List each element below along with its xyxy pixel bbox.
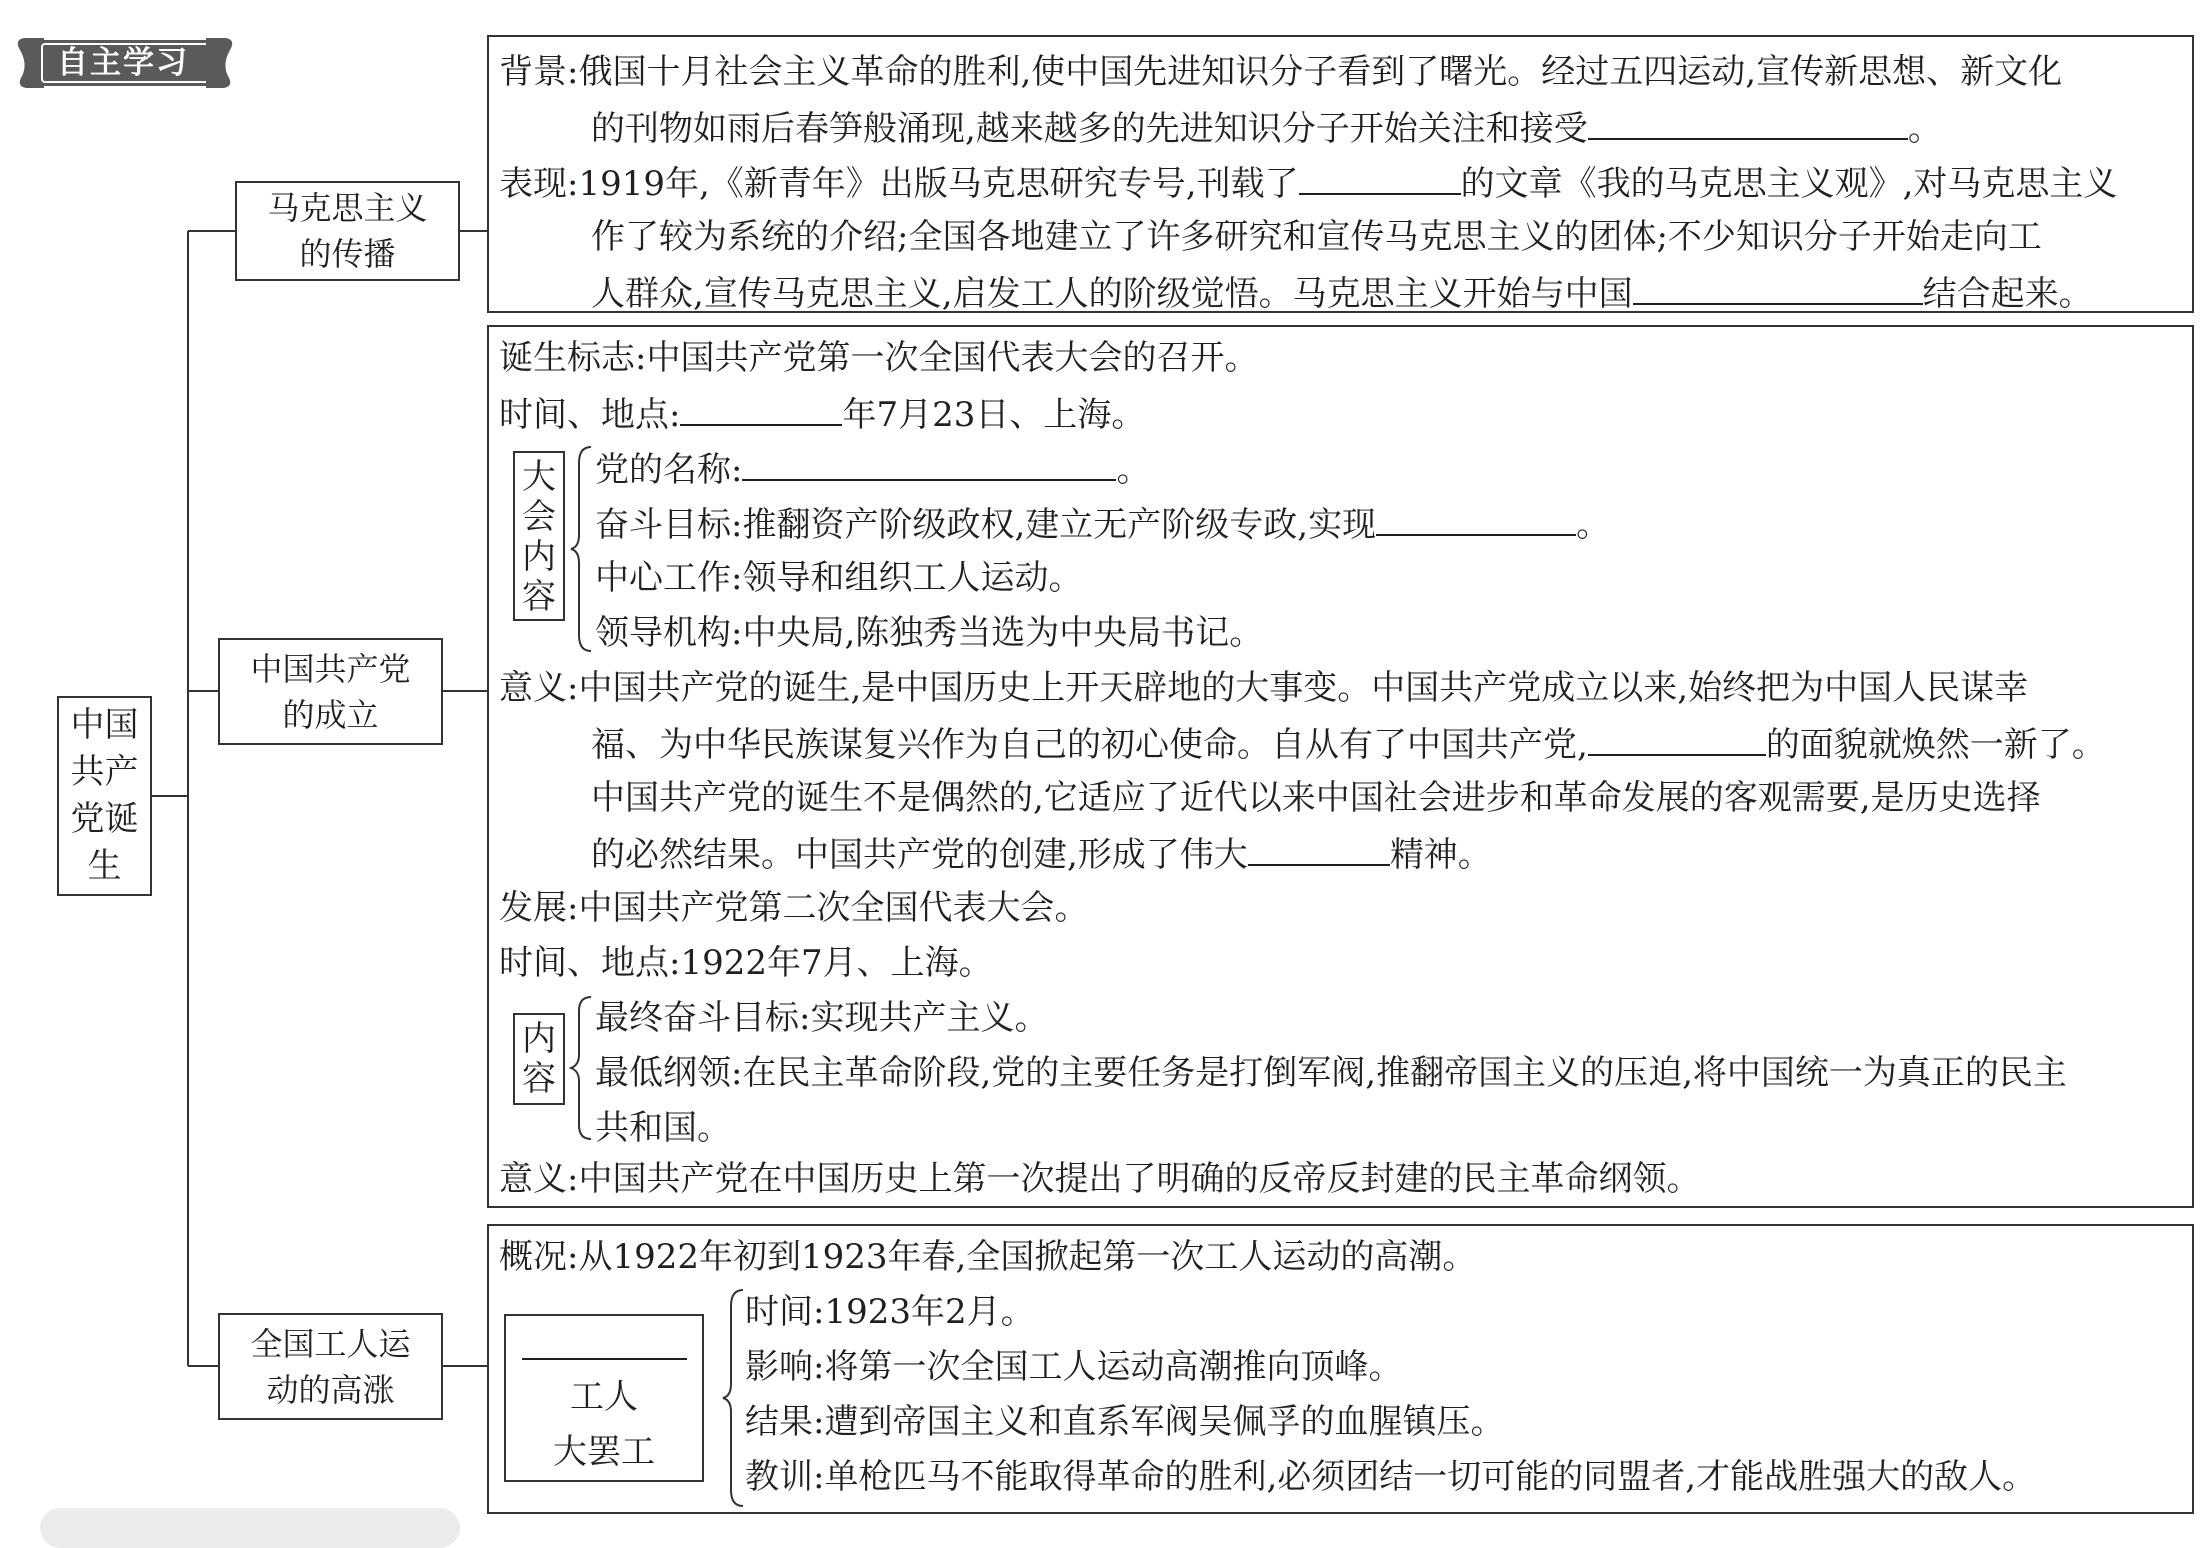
text-line [745, 1395, 2036, 1450]
significance-text: 意义:中国共产党的诞生,是中国历史上开天辟地的大事变。中国共产党成立以来,始终把为中国人民谋幸 [499, 668, 2029, 708]
brace-icon [721, 1286, 747, 1510]
root-topic [57, 696, 152, 896]
content-box-founding [487, 325, 2194, 1208]
text-line [595, 496, 1610, 551]
text: 的文章《我的马克思主义观》,对马克思主义 [1460, 164, 2118, 204]
text-line [499, 661, 2182, 716]
significance-text: 意义:中国共产党在中国历史上第一次提出了明确的反帝反封建的民主革命纲领。 [499, 1159, 1701, 1199]
label-char: 大 [522, 457, 556, 497]
text-line [745, 1340, 2036, 1395]
topic-line: 马克思主义 [267, 189, 428, 227]
second-congress-items [595, 991, 2067, 1156]
text-line [745, 1450, 2036, 1505]
strike-label: 工人 [570, 1377, 638, 1417]
text: 作了较为系统的介绍;全国各地建立了许多研究和宣传马克思主义的团体;不少知识分子开始走向工 [591, 217, 2042, 257]
text: 人群众,宣传马克思主义,启发工人的阶级觉悟。马克思主义开始与中国 [591, 274, 1633, 314]
fill-blank[interactable] [1299, 155, 1461, 195]
text-line [595, 441, 1610, 496]
text-line [499, 265, 2182, 320]
text: 结合起来。 [1922, 274, 2093, 314]
topic-party-founding [218, 638, 443, 745]
text: 共和国。 [595, 1108, 731, 1148]
text-line [499, 45, 2182, 100]
text: 最低纲领:在民主革命阶段,党的主要任务是打倒军阀,推翻帝国主义的压迫,将中国统一为真正的民主 [595, 1053, 2067, 1093]
label-char: 会 [522, 497, 556, 537]
root-line: 共产 [70, 752, 139, 792]
banner-title: 自主学习 [57, 45, 189, 81]
fill-blank[interactable] [1248, 826, 1390, 866]
strike-label: 大罢工 [553, 1432, 655, 1472]
content-label [513, 1013, 565, 1105]
text: 诞生标志:中国共产党第一次全国代表大会的召开。 [499, 338, 1259, 378]
label-char: 内 [522, 1019, 556, 1059]
second-congress-content-group [499, 991, 2182, 1156]
text-line [595, 1046, 2067, 1101]
strike-name-box [504, 1314, 704, 1482]
fill-blank[interactable] [522, 1338, 687, 1360]
manifestation-text: 表现:1919年,《新青年》出版马克思研究专号,刊载了 [499, 164, 1299, 204]
topic-marxism-spread [235, 181, 460, 281]
text: 影响:将第一次全国工人运动高潮推向顶峰。 [745, 1347, 1403, 1387]
text-line [499, 100, 2182, 155]
label-char: 内 [522, 537, 556, 577]
text-line [499, 1152, 2182, 1207]
fill-blank[interactable] [1588, 716, 1766, 756]
text: 。 [1907, 109, 1942, 149]
label-char: 容 [522, 1059, 556, 1099]
fill-blank[interactable] [1588, 100, 1908, 140]
text-line [499, 826, 2182, 881]
congress-content-label [513, 451, 565, 621]
fill-blank[interactable] [742, 441, 1116, 481]
text: 最终奋斗目标:实现共产主义。 [595, 998, 1049, 1038]
overview-text: 概况:从1922年初到1923年春,全国掀起第一次工人运动的高潮。 [499, 1237, 1477, 1277]
fill-blank[interactable] [1633, 265, 1923, 305]
topic-line: 的传播 [299, 235, 396, 273]
text-line [595, 606, 1610, 661]
brace-icon [569, 443, 595, 655]
text: 。 [1576, 505, 1611, 545]
background-text: 背景:俄国十月社会主义革命的胜利,使中国先进知识分子看到了曙光。经过五四运动,宣传新思想、新文化 [499, 52, 2063, 92]
text: 时间、地点: [499, 395, 681, 435]
text: 时间、地点:1922年7月、上海。 [499, 943, 993, 983]
topic-line: 中国共产党 [250, 649, 411, 688]
text: 奋斗目标:推翻资产阶级政权,建立无产阶级专政,实现 [595, 505, 1377, 545]
text: 精神。 [1389, 835, 1492, 875]
text: 教训:单枪匹马不能取得革命的胜利,必须团结一切可能的同盟者,才能战胜强大的敌人。 [745, 1457, 2037, 1497]
strike-details [745, 1285, 2036, 1505]
label-char: 容 [522, 577, 556, 617]
topic-line: 的成立 [282, 695, 379, 734]
development-text: 发展:中国共产党第二次全国代表大会。 [499, 888, 1089, 928]
content-box-labor [487, 1224, 2194, 1514]
text: 党的名称: [595, 450, 743, 490]
root-line: 党诞 [70, 799, 139, 839]
content-box-marxism [487, 35, 2194, 313]
text: 的刊物如雨后春笋般涌现,越来越多的先进知识分子开始关注和接受 [591, 109, 1588, 149]
brace-icon [569, 993, 595, 1143]
text-line [499, 936, 2182, 991]
text-line [499, 716, 2182, 771]
topic-line: 动的高涨 [266, 1370, 395, 1409]
text: 时间:1923年2月。 [745, 1292, 1035, 1332]
text: 领导机构:中央局,陈独秀当选为中央局书记。 [595, 613, 1264, 653]
fill-blank[interactable] [1376, 496, 1576, 536]
text-line [595, 1101, 2067, 1156]
text: 年7月23日、上海。 [842, 395, 1146, 435]
text: 的面貌就焕然一新了。 [1765, 725, 2106, 765]
text: 福、为中华民族谋复兴作为自己的初心使命。自从有了中国共产党, [591, 725, 1588, 765]
text-line [745, 1285, 2036, 1340]
text-line [499, 155, 2182, 210]
text: 中心工作:领导和组织工人运动。 [595, 558, 1083, 598]
fill-blank[interactable] [680, 386, 842, 426]
text: 。 [1116, 450, 1151, 490]
congress-items [595, 441, 1610, 661]
congress-content-group [499, 441, 2182, 661]
text-line [499, 1230, 2182, 1285]
text-line [499, 331, 2182, 386]
topic-line: 全国工人运 [250, 1324, 411, 1363]
text-line [499, 386, 2182, 441]
text: 的必然结果。中国共产党的创建,形成了伟大 [591, 835, 1248, 875]
topic-labor-movement [218, 1313, 443, 1420]
text-line [499, 771, 2182, 826]
root-line: 生 [87, 846, 122, 886]
text: 结果:遭到帝国主义和直系军阀吴佩孚的血腥镇压。 [745, 1402, 1505, 1442]
text-line [499, 881, 2182, 936]
text-line [499, 210, 2182, 265]
text-line [595, 991, 2067, 1046]
text-line [595, 551, 1610, 606]
text: 中国共产党的诞生不是偶然的,它适应了近代以来中国社会进步和革命发展的客观需要,是历史选择 [591, 778, 2041, 818]
root-line: 中国 [70, 705, 139, 745]
